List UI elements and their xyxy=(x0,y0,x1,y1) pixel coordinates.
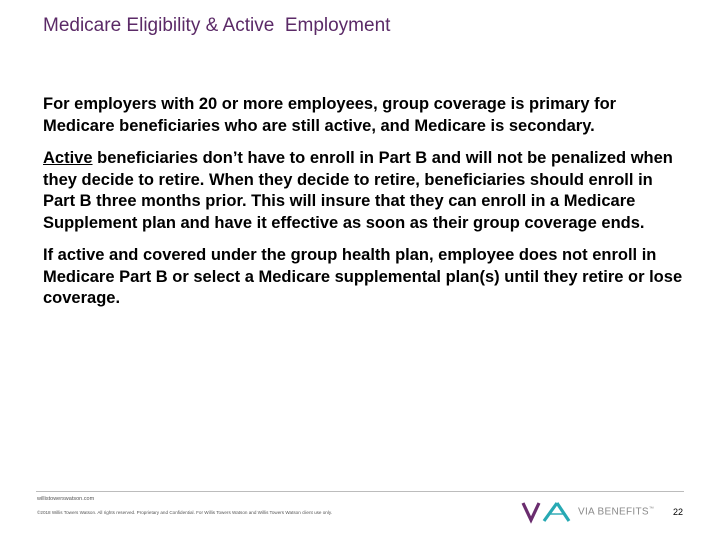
footer-url: willistowerswatson.com xyxy=(37,496,95,502)
paragraph-active-rest: beneficiaries don’t have to enroll in Part B and will not be penalized when they decide to retire. When they decide to retire, beneficiaries should enroll in Part B three months prior. This will insure that they can enroll in a Medicare Supplement plan and have it effective as soon as their group coverage ends. xyxy=(43,149,673,232)
paragraph-employer-coverage: For employers with 20 or more employees, group coverage is primary for Medicare beneficiaries who are still active, and Medicare is secondary. xyxy=(43,95,617,135)
slide-body xyxy=(43,94,683,321)
active-underlined-word: Active xyxy=(43,149,93,167)
footer-divider xyxy=(36,491,684,492)
slide-title: Medicare Eligibility & Active Employment xyxy=(43,15,391,36)
footer-copyright: ©2018 Willis Towers Watson. All rights reserved. Proprietary and Confidential. For Willis Towers Watson and Willis Towers Watson client use only. xyxy=(37,510,333,515)
logo-wordmark: VIA BENEFITS™ xyxy=(578,506,655,518)
paragraph-group-health-plan: If active and covered under the group health plan, employee does not enroll in Medicare Part B or select a Medicare supplemental plan(s) until they retire or lose coverage. xyxy=(43,246,683,307)
paragraph-active-beneficiaries xyxy=(43,148,683,234)
page-number: 22 xyxy=(673,507,684,517)
